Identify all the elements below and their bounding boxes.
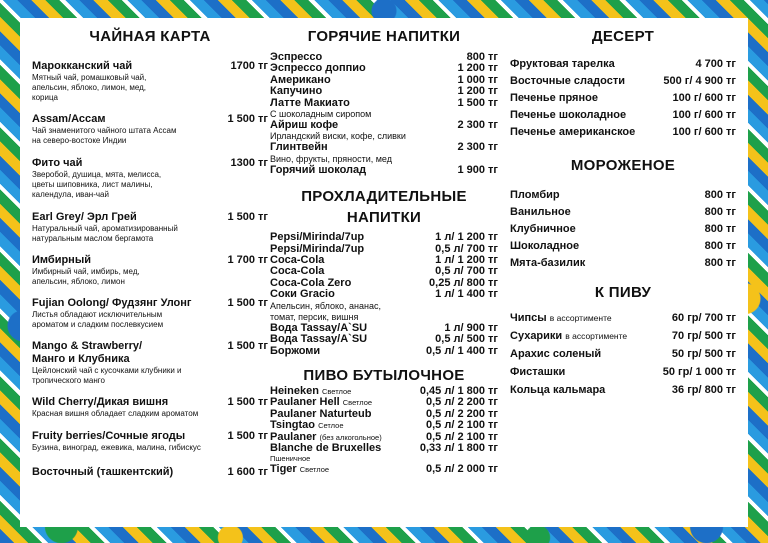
menu-item [510,366,736,379]
item-name: Wild Cherry/Дикая вишня [32,396,169,408]
item-description: Апельсин, яблоко, ананас, томат, персик, вишня [270,300,382,322]
item-description: Вино, фрукты, пряности, мед [270,153,392,164]
item-name: Фито чай [32,157,83,169]
snacks-list [510,312,736,397]
menu-item [510,206,736,219]
item-name: Фисташки [510,366,566,378]
item-price: 4 700 тг [695,58,736,70]
menu-item [270,464,498,475]
item-price: 1 500 тг [457,96,498,109]
menu-item [270,120,498,131]
item-name: Печенье пряное [510,92,598,104]
snack-name: Сухарики [510,330,563,342]
item-name: Вода Tassay/A`SU [270,321,368,334]
item-name: Айриш кофе [270,119,339,132]
item-price: 0,5 л/ 700 тг [435,265,498,278]
tea-title: ЧАЙНАЯ КАРТА [89,28,211,45]
item-price: 50 гр/ 1 000 тг [662,366,736,378]
item-name: Мята-базилик [510,257,586,269]
item-price: 0,5 л/ 2 200 тг [426,396,498,409]
item-name: Earl Grey/ Эрл Грей [32,211,137,223]
item-name: Боржоми [270,344,321,357]
item-description: Зверобой, душица, мята, мелисса, цветы шиповника, лист малины, календула, иван-чай [32,170,162,199]
menu-item [270,289,498,300]
menu-item [510,109,736,122]
beer-name: Paulaner Hell [270,396,340,409]
cold-title-line2: НАПИТКИ [346,209,422,227]
item-price: 800 тг [704,240,736,252]
beer-note: (без алкогольное) [319,432,382,442]
item-name: Фруктовая тарелка [510,58,615,70]
item-name: Coca-Cola [270,265,325,278]
item-name: Pepsi/Mirinda/7up [270,231,365,244]
menu-item [510,58,736,71]
item-name: Латте Макиато [270,96,350,109]
item-price: 1 л/ 1 200 тг [435,231,498,244]
item-name: Капучино [270,85,323,98]
beer-name: Tiger [270,463,297,476]
item-price: 0,33 л/ 1 800 тг [419,441,498,454]
cold-list [270,232,498,357]
item-name: Coca-Cola [270,254,325,267]
item-price: 1300 тг [230,157,268,169]
item-price: 800 тг [704,257,736,269]
item-price: 1 600 тг [227,466,268,478]
item-price: 1 500 тг [227,211,268,223]
item-name: Fujian Oolong/ Фудзянг Улонг [32,297,192,309]
item-price: 100 г/ 600 тг [672,109,736,121]
beer-name: Paulaner [270,430,317,443]
menu-item [510,223,736,236]
menu-item [510,330,736,343]
menu-item [510,312,736,325]
item-name [270,443,381,454]
item-name: Assam/Ассам [32,113,106,125]
item-price: 0,5 л/ 2 200 тг [426,407,498,420]
item-price: 0,5 л/ 2 100 тг [426,419,498,432]
item-price: 1 200 тг [457,85,498,98]
item-name: Кольца кальмара [510,384,606,396]
item-price: 2 300 тг [457,141,498,154]
beer-note: Светлое [342,398,373,408]
item-name: Пломбир [510,189,560,201]
beer-note: Сетлое [318,421,344,431]
item-name: Печенье американское [510,126,636,138]
item-description: Мятный чай, ромашковый чай, апельсин, яблоко, лимон, мед, корица [32,73,147,102]
item-description: Листья обладают исключительным ароматом и сладким послевкусием [32,310,164,329]
menu-item [32,211,268,244]
item-price: 1 900 тг [457,163,498,176]
item-name [510,312,612,325]
menu-item [32,60,268,103]
beer-name: Heineken [270,384,319,397]
item-price: 0,45 л/ 1 800 тг [419,384,498,397]
item-description: Ирландский виски, кофе, сливки [270,131,406,142]
item-description: Пшеничное [270,454,311,464]
item-name: Глинтвейн [270,141,328,154]
hot-title: ГОРЯЧИЕ НАПИТКИ [307,28,461,45]
item-price: 800 тг [466,51,498,63]
item-price: 0,5 л/ 2 000 тг [426,463,498,476]
menu-item [270,142,498,153]
item-price: 800 тг [704,223,736,235]
item-price: 0,5 л/ 500 тг [435,333,498,346]
item-price: 1 500 тг [227,297,268,309]
item-name: Шоколадное [510,240,580,252]
snack-note: в ассортименте [549,313,612,323]
item-description: Цейлонский чай с кусочками клубники и тропического манго [32,366,182,385]
menu-item [32,157,268,200]
snacks-title: К ПИВУ [594,284,652,301]
menu-item [510,75,736,88]
item-price: 1 500 тг [227,113,268,125]
item-price: 1 л/ 900 тг [444,321,498,334]
item-description: С шоколадным сиропом [270,109,372,120]
beer-note: Светлое [299,465,330,475]
item-name: Горячий шоколад [270,163,367,176]
menu-item [270,232,498,243]
beer-name: Paulaner Naturteub [270,407,372,420]
item-description: Бузина, виноград, ежевика, малина, гибискус [32,443,201,452]
menu-item [270,443,498,454]
item-price: 1 500 тг [227,430,268,442]
item-price: 100 г/ 600 тг [672,126,736,138]
menu-item [510,189,736,202]
dessert-list [510,58,736,139]
item-price: 1 700 тг [227,254,268,266]
item-price: 100 г/ 600 тг [672,92,736,104]
item-price: 1 500 тг [227,396,268,408]
menu-item [510,92,736,105]
item-price: 800 тг [704,189,736,201]
item-name: Ванильное [510,206,571,218]
beer-note: Светлое [321,386,352,396]
item-name: Арахис соленый [510,348,602,360]
item-price: 36 гр/ 800 тг [671,384,736,396]
item-name: Клубничное [510,223,576,235]
menu-item [270,86,498,97]
hot-list [270,52,498,176]
item-name: Американо [270,73,331,86]
snack-name: Чипсы [510,312,547,324]
menu-item [32,340,268,386]
item-name: Эспрессо [270,51,323,63]
item-price: 70 гр/ 500 тг [671,330,736,342]
beer-name: Blanche de Bruxelles [270,441,382,454]
dessert-column [510,18,736,397]
item-price: 0,5 л/ 1 400 тг [426,344,498,357]
cold-title [270,188,498,227]
icecream-list [510,189,736,270]
menu-item [510,126,736,139]
item-price: 50 гр/ 500 тг [671,348,736,360]
item-price: 1 л/ 1 400 тг [435,288,498,301]
item-name: Эспрессо доппио [270,62,366,75]
drinks-column [270,18,498,476]
menu-sheet [20,18,748,527]
icecream-title: МОРОЖЕНОЕ [570,157,676,174]
beer-title: ПИВО БУТЫЛОЧНОЕ [303,366,465,384]
item-name: Mango & Strawberry/ Манго и Клубника [32,340,143,365]
item-price: 1 000 тг [457,73,498,86]
beer-list [270,386,498,476]
item-name: Печенье шоколадное [510,109,627,121]
item-price: 0,5 л/ 2 100 тг [426,430,498,443]
menu-item [510,240,736,253]
item-price: 1 500 тг [227,340,268,352]
item-description: Натуральный чай, ароматизированный натуральным маслом бергамота [32,224,178,243]
item-price: 800 тг [704,206,736,218]
item-description: Красная вишня обладает сладким ароматом [32,409,199,418]
item-name: Вода Tassay/A`SU [270,333,368,346]
item-price: 1 л/ 1 200 тг [435,254,498,267]
item-name: Соки Gracio [270,288,335,301]
beer-name: Tsingtao [270,419,316,432]
menu-item [270,98,498,109]
item-name [510,330,627,343]
item-name: Fruity berries/Сочные ягоды [32,430,186,442]
item-description: Имбирный чай, имбирь, мед, апельсин, яблоко, лимон [32,267,140,286]
menu-item [32,254,268,287]
snack-note: в ассортименте [565,331,628,341]
menu-item [270,346,498,357]
item-name: Марокканский чай [32,60,133,72]
item-name: Восточные сладости [510,75,625,87]
menu-item [510,348,736,361]
menu-item [510,384,736,397]
menu-item [32,297,268,330]
menu-item [32,466,268,479]
item-price: 60 гр/ 700 тг [671,312,736,324]
menu-item [270,334,498,345]
tea-column [32,18,268,479]
item-price: 2 300 тг [457,119,498,132]
item-name [270,464,329,475]
item-price: 1 200 тг [457,62,498,75]
item-name: Имбирный [32,254,91,266]
menu-item [510,257,736,270]
item-price: 1700 тг [230,60,268,72]
menu-item [32,430,268,453]
dessert-title: ДЕСЕРТ [591,28,655,45]
item-name: Pepsi/Mirinda/7up [270,242,365,255]
item-price: 500 г/ 4 900 тг [663,75,736,87]
item-name: Восточный (ташкентский) [32,466,174,478]
menu-item [32,113,268,146]
item-name: Coca-Cola Zero [270,276,352,289]
item-price: 0,5 л/ 700 тг [435,242,498,255]
cold-title-line1: ПРОХЛАДИТЕЛЬНЫЕ [301,188,467,206]
item-description: Чай знаменитого чайного штата Ассам на северо-востоке Индии [32,126,177,145]
item-price: 0,25 л/ 800 тг [429,276,498,289]
menu-item [32,396,268,419]
menu-item [270,165,498,176]
